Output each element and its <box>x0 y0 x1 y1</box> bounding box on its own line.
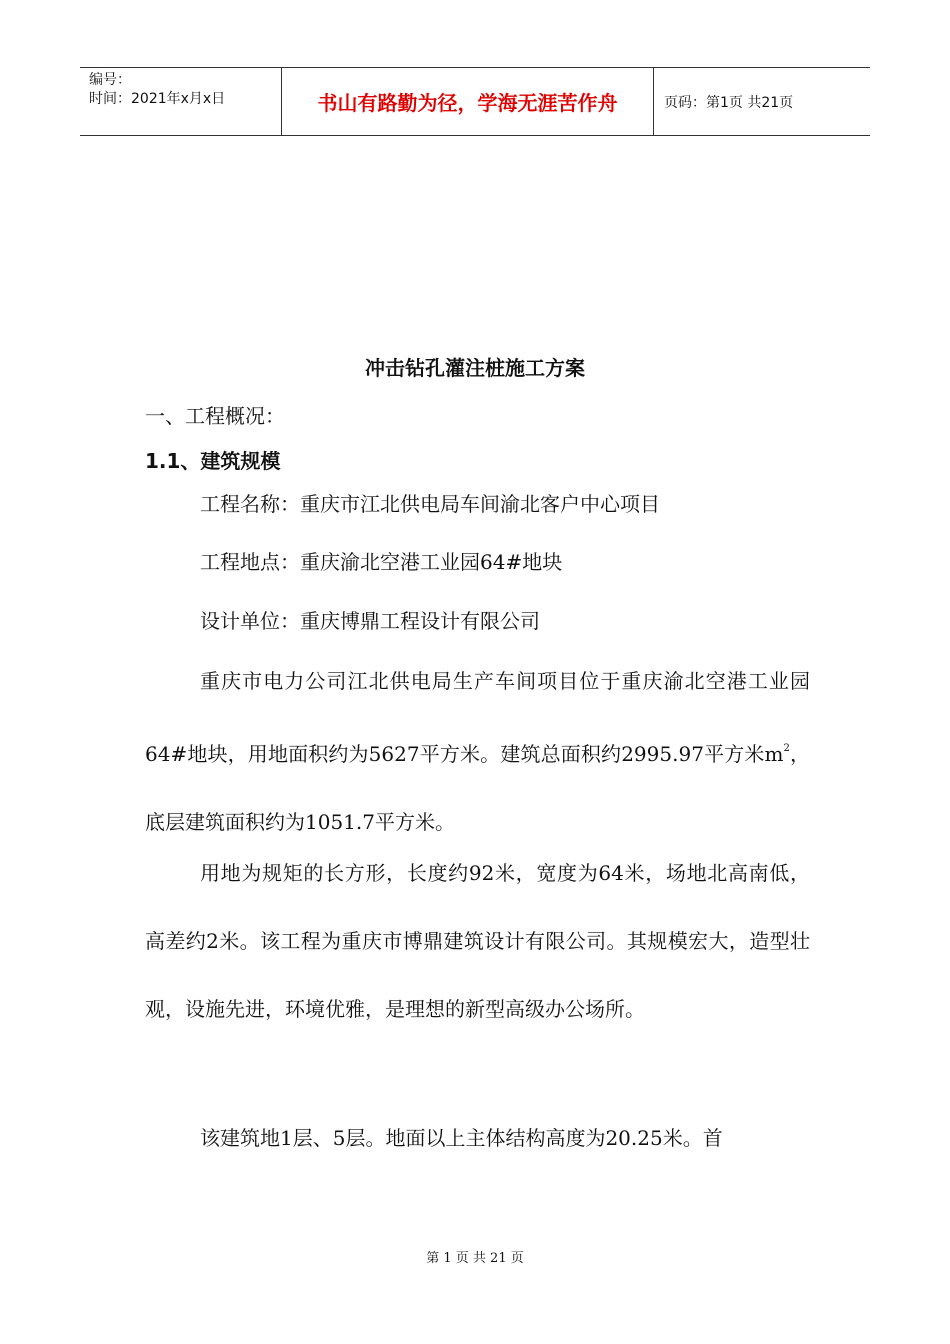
project-location: 工程地点：重庆渝北空港工业园64#地块 <box>200 550 563 574</box>
document-title: 冲击钻孔灌注桩施工方案 <box>365 356 585 380</box>
section-heading-1: 一、工程概况： <box>145 404 285 428</box>
paragraph-2: 用地为规矩的长方形，长度约92米，宽度为64米，场地北高南低，高差约2米。该工程为重庆市博鼎建筑设计有限公司。其规模宏大，造型壮观，设施先进，环境优雅，是理想的新型高级办公场所。 <box>145 861 810 1021</box>
page-footer: 第 1 页 共 21 页 <box>426 1251 524 1266</box>
superscript-2: 2 <box>783 743 790 754</box>
number-label: 编号： <box>89 72 131 88</box>
design-unit: 设计单位：重庆博鼎工程设计有限公司 <box>200 609 540 633</box>
section-heading-1-1: 1.1、建筑规模 <box>145 449 281 473</box>
paragraph-1-tail: ，底层建筑面积约为1051.7平方米。 <box>145 742 811 834</box>
paragraph-1 <box>145 647 810 856</box>
date-label: 时间：2021年x月x日 <box>89 91 226 107</box>
header-page-info: 页码：第1页 共21页 <box>664 94 794 111</box>
page-header <box>80 67 870 136</box>
header-motto: 书山有路勤为径，学海无涯苦作舟 <box>282 68 654 135</box>
header-meta <box>80 68 282 135</box>
paragraph-1-main: 重庆市电力公司江北供电局生产车间项目位于重庆渝北空港工业园64#地块，用地面积约为5627平方米。建筑总面积约2995.97平方米m <box>145 669 810 766</box>
project-name: 工程名称：重庆市江北供电局车间渝北客户中心项目 <box>200 492 660 516</box>
paragraph-3: 该建筑地1层、5层。地面以上主体结构高度为20.25米。首 <box>200 1126 723 1150</box>
